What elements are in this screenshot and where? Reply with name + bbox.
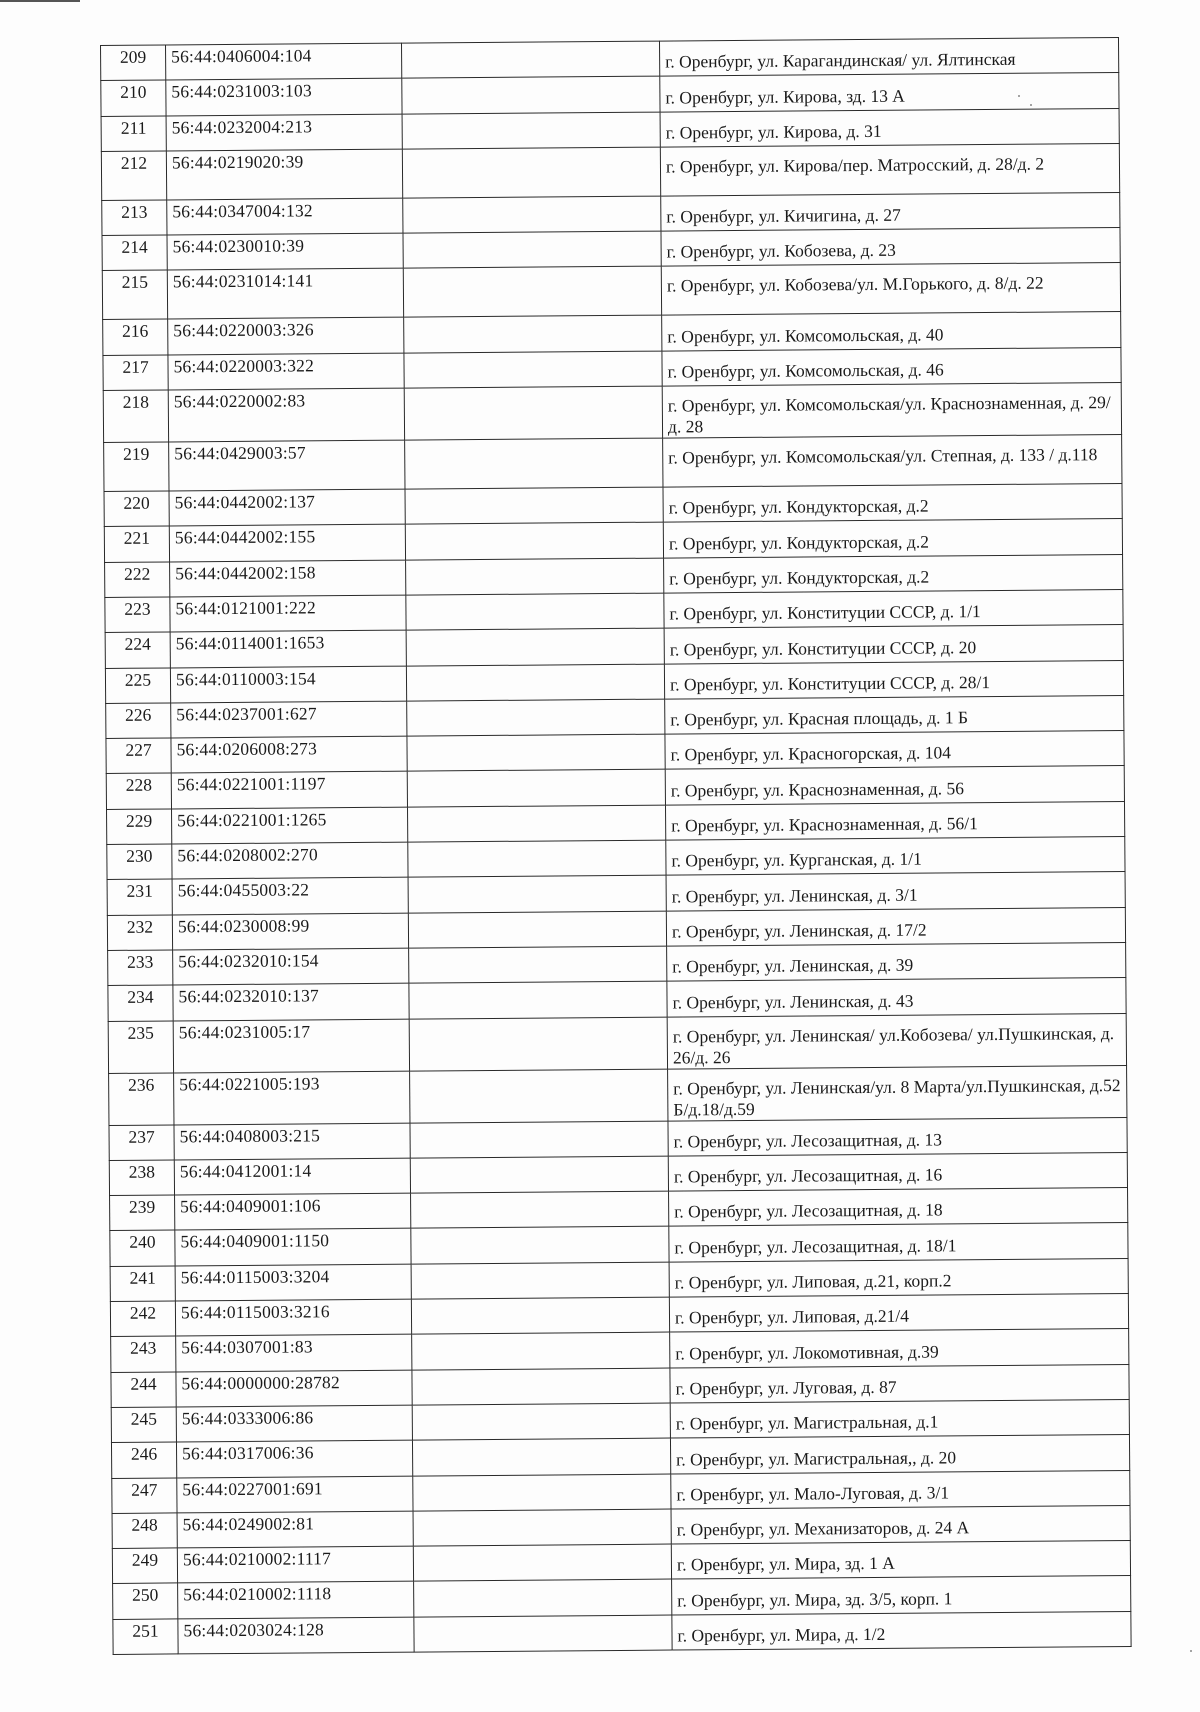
row-number: 228 (106, 773, 171, 809)
cadastral-number: 56:44:0221005:193 (174, 1071, 410, 1125)
empty-cell (408, 875, 666, 912)
empty-cell (407, 770, 665, 807)
address-cell: г. Оренбург, ул. Магистральная,, д. 20 (670, 1435, 1129, 1474)
cadastral-number: 56:44:0219020:39 (166, 149, 402, 200)
table-row (103, 383, 1121, 443)
cadastral-number: 56:44:0115003:3204 (175, 1264, 411, 1301)
property-table-wrapper (100, 37, 1131, 1655)
table-row (108, 1013, 1126, 1073)
cadastral-number: 56:44:0221001:1265 (172, 807, 408, 844)
cadastral-number: 56:44:0307001:83 (176, 1334, 412, 1371)
empty-cell (406, 558, 664, 595)
empty-cell (413, 1474, 671, 1511)
scan-speck (1030, 104, 1032, 106)
row-number: 211 (101, 116, 166, 152)
cadastral-number: 56:44:0231005:17 (173, 1019, 409, 1073)
cadastral-number: 56:44:0206008:273 (171, 736, 407, 773)
empty-cell (410, 1069, 668, 1123)
row-number: 215 (102, 270, 167, 320)
address-cell: г. Оренбург, ул. Мира, зд. 1 А (671, 1541, 1130, 1580)
row-number: 236 (109, 1072, 174, 1125)
address-cell: г. Оренбург, ул. Конституции СССР, д. 28/1 (664, 660, 1123, 699)
cadastral-number: 56:44:0409001:106 (175, 1193, 411, 1230)
empty-cell (414, 1579, 672, 1616)
address-cell: г. Оренбург, ул. Красногорская, д. 104 (665, 731, 1124, 770)
row-number: 251 (113, 1619, 178, 1655)
empty-cell (408, 840, 666, 877)
address-cell: г. Оренбург, ул. Комсомольская, д. 46 (662, 347, 1121, 386)
scan-speck (1018, 95, 1020, 97)
empty-cell (403, 196, 661, 233)
cadastral-number: 56:44:0221001:1197 (171, 772, 407, 809)
empty-cell (414, 1615, 672, 1652)
row-number: 218 (103, 390, 168, 443)
address-cell: г. Оренбург, ул. Ленинская, д. 17/2 (666, 907, 1125, 946)
empty-cell (405, 522, 663, 559)
address-cell: г. Оренбург, ул. Кондукторская, д.2 (663, 519, 1122, 558)
address-cell: г. Оренбург, ул. Красная площадь, д. 1 Б (665, 695, 1124, 734)
cadastral-number: 56:44:0210002:1118 (178, 1581, 414, 1618)
address-cell: г. Оренбург, ул. Конституции СССР, д. 1/1 (664, 589, 1123, 628)
row-number: 220 (104, 491, 169, 527)
cadastral-number: 56:44:0406004:104 (166, 43, 402, 80)
empty-cell (412, 1368, 670, 1405)
address-cell: г. Оренбург, ул. Кондукторская, д.2 (664, 554, 1123, 593)
table-row (109, 1065, 1127, 1125)
address-cell: г. Оренбург, ул. Ленинская, д. 3/1 (666, 872, 1125, 911)
cadastral-number: 56:44:0455003:22 (172, 877, 408, 914)
empty-cell (407, 734, 665, 771)
address-cell: г. Оренбург, ул. Магистральная, д.1 (670, 1399, 1129, 1438)
address-cell: г. Оренбург, ул. Комсомольская, д. 40 (662, 312, 1121, 351)
address-cell: г. Оренбург, ул. Кирова, зд. 13 А (660, 73, 1119, 112)
address-cell: г. Оренбург, ул. Кобозева/ул. М.Горького, д. 8/д. 22 (661, 263, 1120, 316)
cadastral-number: 56:44:0220002:83 (168, 388, 404, 442)
empty-cell (411, 1226, 669, 1263)
empty-cell (409, 1017, 667, 1071)
empty-cell (412, 1403, 670, 1440)
table-row (102, 263, 1120, 320)
row-number: 233 (108, 950, 173, 986)
empty-cell (406, 664, 664, 701)
cadastral-number: 56:44:0231014:141 (167, 269, 403, 320)
cadastral-number: 56:44:0121001:222 (170, 595, 406, 632)
cadastral-number: 56:44:0115003:3216 (175, 1299, 411, 1336)
address-cell: г. Оренбург, ул. Механизаторов, д. 24 А (671, 1505, 1130, 1544)
cadastral-number: 56:44:0249002:81 (177, 1511, 413, 1548)
row-number: 229 (107, 809, 172, 845)
row-number: 230 (107, 844, 172, 880)
empty-cell (411, 1262, 669, 1299)
cadastral-number: 56:44:0210002:1117 (177, 1546, 413, 1583)
empty-cell (402, 147, 660, 198)
empty-cell (412, 1438, 670, 1475)
row-number: 212 (101, 151, 166, 201)
row-number: 224 (105, 632, 170, 668)
row-number: 235 (108, 1020, 173, 1073)
cadastral-number: 56:44:0237001:627 (171, 701, 407, 738)
address-cell: г. Оренбург, ул. Мира, д. 1/2 (672, 1611, 1131, 1650)
row-number: 217 (103, 355, 168, 391)
cadastral-number: 56:44:0333006:86 (176, 1405, 412, 1442)
empty-cell (410, 1121, 668, 1158)
cadastral-number: 56:44:0347004:132 (167, 198, 403, 235)
cadastral-number: 56:44:0110003:154 (170, 666, 406, 703)
scan-speck (1190, 1650, 1192, 1652)
address-cell: г. Оренбург, ул. Кобозева, д. 23 (661, 228, 1120, 267)
empty-cell (411, 1297, 669, 1334)
address-cell: г. Оренбург, ул. Курганская, д. 1/1 (666, 837, 1125, 876)
empty-cell (413, 1544, 671, 1581)
row-number: 214 (102, 235, 167, 271)
row-number: 226 (106, 703, 171, 739)
cadastral-number: 56:44:0442002:137 (169, 489, 405, 526)
cadastral-number: 56:44:0231003:103 (166, 78, 402, 115)
row-number: 234 (108, 985, 173, 1021)
cadastral-number: 56:44:0203024:128 (178, 1617, 414, 1654)
cadastral-number: 56:44:0429003:57 (169, 440, 405, 491)
address-cell: г. Оренбург, ул. Лесозащитная, д. 13 (668, 1117, 1127, 1156)
cadastral-number: 56:44:0412001:14 (174, 1158, 410, 1195)
address-cell: г. Оренбург, ул. Мира, зд. 3/5, корп. 1 (672, 1576, 1131, 1615)
empty-cell (404, 316, 662, 353)
address-cell: г. Оренбург, ул. Краснознаменная, д. 56 (665, 766, 1124, 805)
cadastral-number: 56:44:0442002:155 (169, 524, 405, 561)
row-number: 242 (110, 1301, 175, 1337)
empty-cell (410, 1156, 668, 1193)
address-cell: г. Оренбург, ул. Лесозащитная, д. 18/1 (669, 1223, 1128, 1262)
scan-edge-mark (0, 0, 80, 2)
empty-cell (412, 1332, 670, 1369)
table-row (104, 435, 1122, 492)
row-number: 213 (102, 200, 167, 236)
empty-cell (403, 231, 661, 268)
cadastral-number: 56:44:0227001:691 (177, 1476, 413, 1513)
empty-cell (406, 628, 664, 665)
property-table (100, 37, 1132, 1655)
row-number: 243 (111, 1336, 176, 1372)
address-cell: г. Оренбург, ул. Конституции СССР, д. 20 (664, 625, 1123, 664)
empty-cell (413, 1509, 671, 1546)
row-number: 222 (105, 562, 170, 598)
address-cell: г. Оренбург, ул. Липовая, д.21/4 (669, 1293, 1128, 1332)
empty-cell (405, 487, 663, 524)
empty-cell (407, 805, 665, 842)
address-cell: г. Оренбург, ул. Локомотивная, д.39 (670, 1329, 1129, 1368)
property-table-body (101, 38, 1132, 1655)
cadastral-number: 56:44:0000000:28782 (176, 1370, 412, 1407)
empty-cell (403, 267, 661, 318)
empty-cell (406, 593, 664, 630)
row-number: 240 (110, 1230, 175, 1266)
row-number: 232 (107, 915, 172, 951)
address-cell: г. Оренбург, ул. Кирова/пер. Матросский, д. 28/д. 2 (660, 143, 1119, 196)
cadastral-number: 56:44:0317006:36 (176, 1440, 412, 1477)
cadastral-number: 56:44:0208002:270 (172, 842, 408, 879)
address-cell: г. Оренбург, ул. Липовая, д.21, корп.2 (669, 1258, 1128, 1297)
row-number: 248 (112, 1513, 177, 1549)
cadastral-number: 56:44:0230008:99 (172, 913, 408, 950)
row-number: 227 (106, 738, 171, 774)
empty-cell (405, 438, 663, 489)
empty-cell (411, 1191, 669, 1228)
empty-cell (408, 911, 666, 948)
address-cell: г. Оренбург, ул. Мало-Луговая, д. 3/1 (671, 1470, 1130, 1509)
address-cell: г. Оренбург, ул. Комсомольская/ул. Краснознаменная, д. 29/д. 28 (662, 383, 1121, 439)
address-cell: г. Оренбург, ул. Кондукторская, д.2 (663, 484, 1122, 523)
empty-cell (404, 386, 662, 440)
table-row (113, 1611, 1131, 1654)
address-cell: г. Оренбург, ул. Луговая, д. 87 (670, 1364, 1129, 1403)
cadastral-number: 56:44:0408003:215 (174, 1123, 410, 1160)
empty-cell (407, 699, 665, 736)
row-number: 249 (112, 1548, 177, 1584)
address-cell: г. Оренбург, ул. Лесозащитная, д. 16 (668, 1152, 1127, 1191)
row-number: 241 (110, 1266, 175, 1302)
address-cell: г. Оренбург, ул. Лесозащитная, д. 18 (669, 1188, 1128, 1227)
address-cell: г. Оренбург, ул. Краснознаменная, д. 56/1 (665, 801, 1124, 840)
row-number: 245 (111, 1407, 176, 1443)
cadastral-number: 56:44:0232010:137 (173, 983, 409, 1020)
address-cell: г. Оренбург, ул. Кичигина, д. 27 (661, 192, 1120, 231)
cadastral-number: 56:44:0409001:1150 (175, 1229, 411, 1266)
row-number: 219 (104, 442, 169, 492)
empty-cell (409, 946, 667, 983)
empty-cell (409, 981, 667, 1018)
cadastral-number: 56:44:0232004:213 (166, 114, 402, 151)
row-number: 247 (112, 1477, 177, 1513)
cadastral-number: 56:44:0114001:1653 (170, 630, 406, 667)
row-number: 209 (101, 45, 166, 81)
address-cell: г. Оренбург, ул. Ленинская, д. 39 (667, 942, 1126, 981)
row-number: 223 (105, 597, 170, 633)
address-cell: г. Оренбург, ул. Кирова, д. 31 (660, 108, 1119, 147)
row-number: 225 (105, 668, 170, 704)
cadastral-number: 56:44:0232010:154 (173, 948, 409, 985)
row-number: 216 (103, 319, 168, 355)
empty-cell (404, 351, 662, 388)
row-number: 244 (111, 1372, 176, 1408)
row-number: 250 (113, 1583, 178, 1619)
row-number: 246 (111, 1442, 176, 1478)
cadastral-number: 56:44:0220003:326 (168, 318, 404, 355)
table-row (101, 143, 1119, 200)
empty-cell (402, 112, 660, 149)
empty-cell (402, 76, 660, 113)
address-cell: г. Оренбург, ул. Ленинская/ ул.Кобозева/ ул.Пушкинская, д. 26/д. 26 (667, 1013, 1126, 1069)
row-number: 231 (107, 879, 172, 915)
address-cell: г. Оренбург, ул. Ленинская, д. 43 (667, 978, 1126, 1017)
address-cell: г. Оренбург, ул. Ленинская/ул. 8 Марта/ул.Пушкинская, д.52 Б/д.18/д.59 (668, 1065, 1127, 1121)
cadastral-number: 56:44:0230010:39 (167, 233, 403, 270)
address-cell: г. Оренбург, ул. Карагандинская/ ул. Ялтинская (659, 38, 1118, 77)
empty-cell (401, 41, 659, 78)
row-number: 221 (104, 526, 169, 562)
row-number: 238 (109, 1160, 174, 1196)
cadastral-number: 56:44:0442002:158 (170, 560, 406, 597)
row-number: 210 (101, 80, 166, 116)
cadastral-number: 56:44:0220003:322 (168, 353, 404, 390)
row-number: 237 (109, 1124, 174, 1160)
address-cell: г. Оренбург, ул. Комсомольская/ул. Степная, д. 133 / д.118 (663, 435, 1122, 488)
row-number: 239 (110, 1195, 175, 1231)
